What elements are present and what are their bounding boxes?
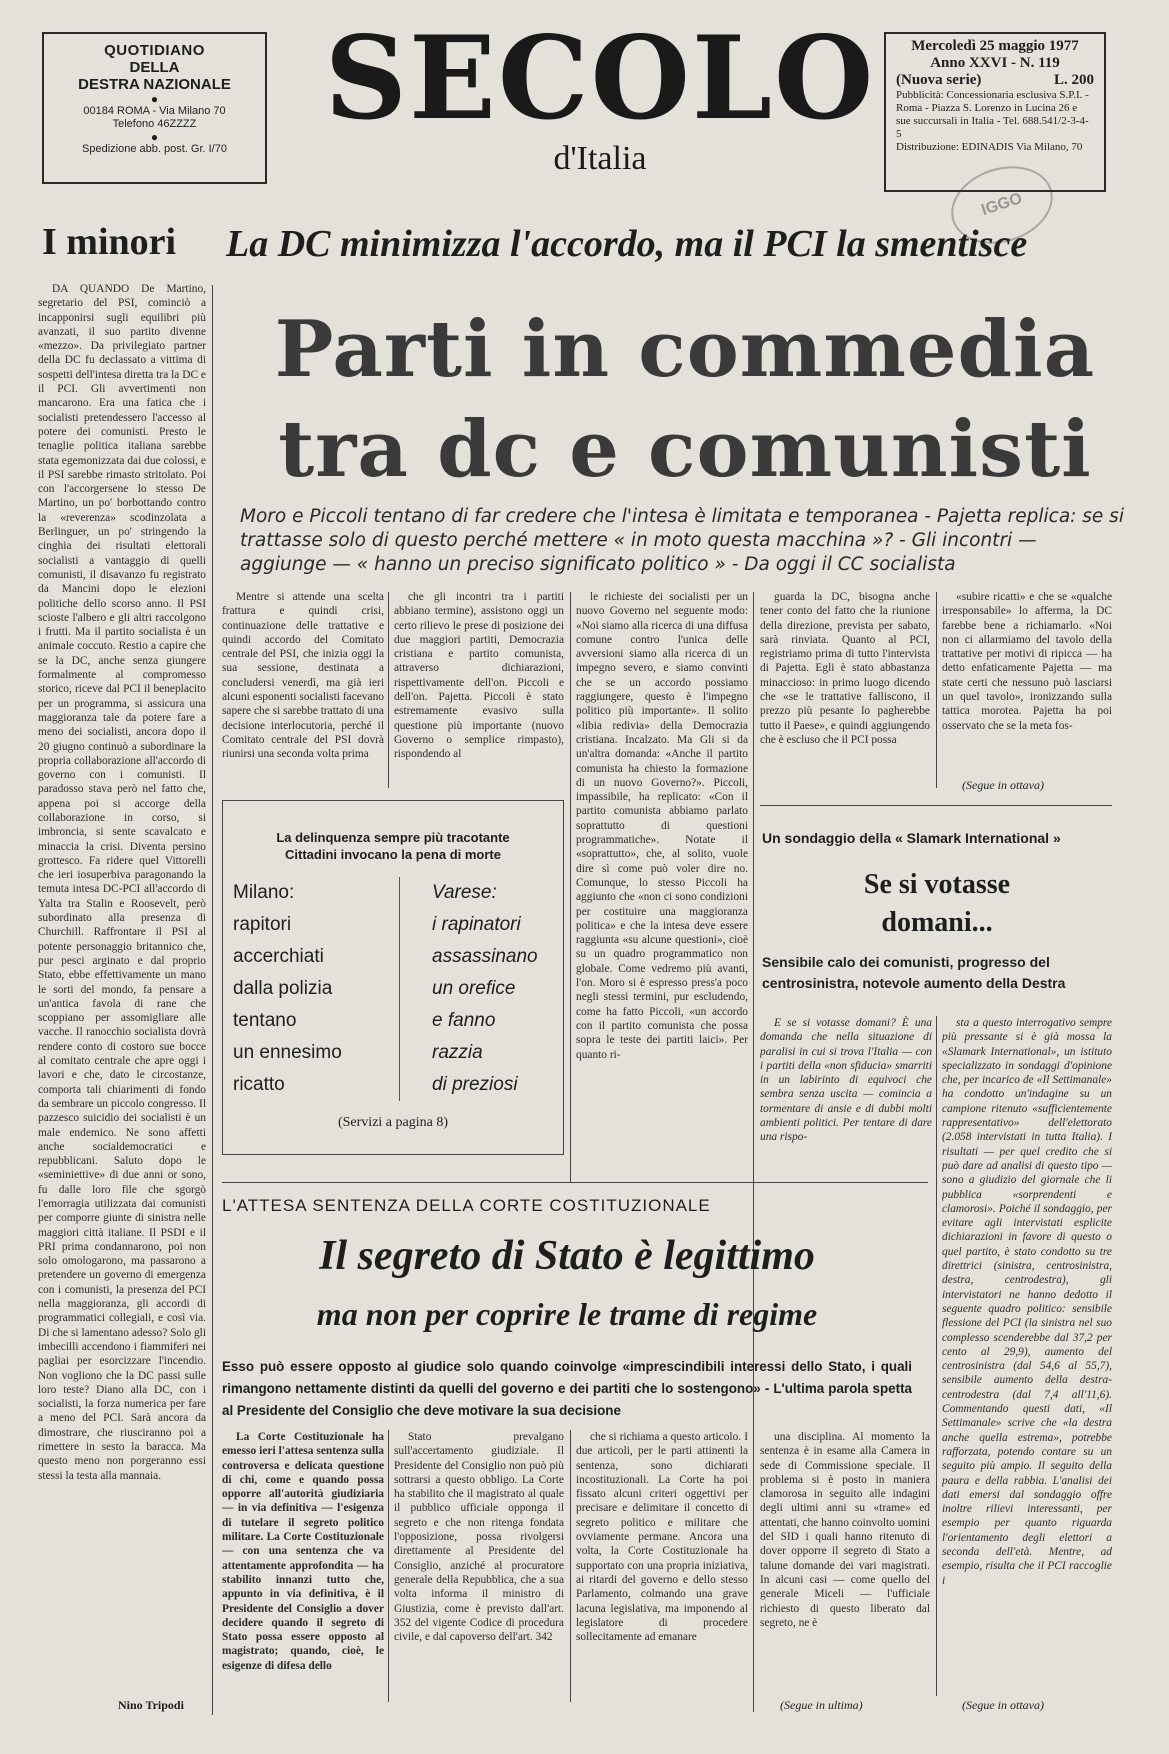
- newspaper-title: SECOLO: [324, 11, 876, 145]
- corte-subheadline: ma non per coprire le trame di regime: [316, 1296, 818, 1332]
- corte-text: una disciplina. Al momento la sentenza è in esame alla Camera in sede di Commissione speciale. Il problema si è posto in maniera clamorosa in seguito alle indagini degli ultimi anni su «trame» ed attentati, che hanno coinvolto uomini del SID i quali hanno ritenuto di dover opporre il segreto di Stato a talune domande dei vari magistrati. In alcuni casi — come quello del generale Miceli — l'ufficiale richiesto di questo liberato dal segreto, ne è: [760, 1431, 930, 1629]
- main-deck: Moro e Piccoli tentano di far credere che l'intesa è limitata e temporanea - Pajetta replica: se si trattasse solo di questo perché mettere « in moto questa macchina »? - Gli incontri — aggiunge — « hanno un preciso significato politico » - Da oggi il CC socialista: [240, 506, 1124, 575]
- crime-line: e fanno: [432, 1010, 496, 1031]
- main-story-col3: [576, 590, 748, 1160]
- crime-line: Varese:: [432, 882, 497, 903]
- column-divider: [936, 592, 937, 788]
- crime-line: i rapinatori: [432, 914, 521, 935]
- masthead-tag-line2: DELLA: [129, 59, 180, 76]
- crime-box-head2: Cittadini invocano la pena di morte: [285, 847, 501, 862]
- crime-box-note: (Servizi a pagina 8): [337, 1115, 448, 1130]
- poll-col1: [760, 1016, 932, 1164]
- column-divider: [936, 1016, 937, 1696]
- corte-col1: [222, 1430, 384, 1702]
- masthead-shipping: Spedizione abb. post. Gr. I/70: [82, 143, 227, 155]
- corte-kicker: L'ATTESA SENTENZA DELLA CORTE COSTITUZIONALE: [222, 1196, 711, 1215]
- section-divider: [222, 1182, 928, 1183]
- crime-box-right: [400, 877, 538, 1101]
- poll-deck: Sensibile calo dei comunisti, progresso del centrosinistra, notevole aumento della Destra: [762, 954, 1066, 991]
- poll-text: sta a questo interrogativo sempre più pressante si è già mossa la «Slamark International», un istituto specializzato in sondaggi d'opinione che, per incarico de «Il Settimanale» ha condotto un'indagine su un campione ritenuto «sufficientemente rappresentativo» dell'elettorato (2.058 intervistati in tutta Italia). I risultati — per quel credito che si può dare ad analisi di questo tipo — sono a giudizio del giornale che li pubblica «sorprendenti e clamorosi». Poiché il sondaggio, per evitare agli intervistati esplicite dichiarazioni in favore di questo o quel partito, è stato condotto su tre direttrici (sinistra, centrosinistra, destra, centrodestra), gli intervistatori ne hanno dedotto il seguente quadro politico: sensibile flessione del PCI (la sinistra nel suo complesso scenderebbe dal 37,2 per cento al 29,9), aumento del centrosinistra (dal 54,6 al 55,7), sensibile aumento della destra-centrodestra (dal 7,4 all'11,6). Commentando questi dati, «Il Settimanale» scrive che «la destra anche quella estrema», potrebbe rafforzata, potendo contare su un seguito più ampio. Il seguito della paura e della rabbia. L'analisi dei dati emersi dal sondaggio offre inoltre rilievi interessanti, per esempio per quanto riguarda l'orientamento degli elettori a seconda dell'età. Mentre, ad esempio, risulta che il PCI raccoglie i: [942, 1017, 1112, 1587]
- main-headline: [245, 300, 1125, 500]
- crime-line: razzia: [432, 1042, 483, 1063]
- crime-line: accerchiati: [233, 946, 324, 967]
- column-divider: [570, 592, 571, 1182]
- issue-number: Anno XXVI - N. 119: [930, 55, 1060, 71]
- crime-box-head1: La delinquenza sempre più tracotante: [276, 830, 510, 845]
- corte-col3: [576, 1430, 748, 1702]
- bullet-icon: ●: [150, 130, 159, 144]
- crime-box-columns: [233, 877, 563, 1101]
- poll-text: E se si votasse domani? È una domanda che nella situazione di paralisi in cui si trova l'Italia — con i partiti della «non sfiducia» smarriti in un labirinto di equivoci che sembra senza uscita — comincia a tormentare di ansie e di dubbi molti ambienti politici. Per tentare di dare una rispo-: [760, 1017, 932, 1144]
- poll-headline-line1: Se si votasse: [863, 869, 1011, 900]
- column-divider: [212, 285, 213, 1715]
- editorial-column: [38, 282, 206, 1700]
- main-story-col2: [394, 590, 564, 790]
- continuation-note: (Segue in ultima): [780, 1698, 863, 1712]
- advertising-info: Pubblicità: Concessionaria esclusiva S.P.I. - Roma - Piazza S. Lorenzo in Lucina 26 e sue succursali in Italia - Tel. 688.541/2-3-4-5: [896, 89, 1089, 140]
- main-story-text: Mentre si attende una scelta frattura e quindi crisi, continuazione delle trattative e quindi accordo del Comitato centrale del PSI, che inizia oggi la sua sessione, destinata a concludersi venerdì, ma già ieri alcuni esponenti socialisti facevano sapere che si sarebbe trattato di una decisione interlocutoria, perché il Comitato centrale del PSI dovrà riunirsi una seconda volta prima: [222, 591, 384, 761]
- corte-headline: Il segreto di Stato è legittimo: [319, 1233, 815, 1279]
- bullet-icon: ●: [150, 92, 159, 106]
- crime-line: assassinano: [432, 946, 538, 967]
- crime-line: Milano:: [233, 882, 295, 903]
- crime-news-box: [222, 800, 564, 1155]
- main-story-col5: [942, 590, 1112, 768]
- corte-text: che si richiama a questo articolo. I due articoli, per le parti attinenti la sentenza, sono dichiarati incostituzionali. La Corte ha poi fissato alcuni criteri oggettivi per precisare e delimitare il concetto di segreto politico e militare che ovviamente permane. Ancora una volta, la Corte Costituzionale ha supportato con una propria iniziativa, ai ritardi del governo e dello stesso Parlamento, colmando una grave lacuna legislativa, ma imponendo al legislatore di procedere sollecitamente ad emanare: [576, 1431, 748, 1644]
- main-story-col4: [760, 590, 930, 790]
- masthead-phone: Telefono 46ZZZZ: [112, 118, 197, 130]
- corte-text: La Corte Costituzionale ha emesso ieri l'attesa sentenza sulla controversa e delicata questione di chi, come e quando possa opporre all'autorità giudiziaria — in via definitiva — l'esigenza di tutelare il segreto politico militare. La Corte Costituzionale — con una sentenza che va attentamente approfondita — ha stabilito innanzi tutto che, appunto in via definitiva, è il Presidente del Consiglio a dover decidere quando il segreto di Stato possa essere opposto al magistrato; quando, cioè, le esigenze di difesa dello: [222, 1431, 384, 1672]
- column-divider: [753, 592, 754, 1712]
- crime-box-left: [233, 877, 400, 1101]
- editorial-text: DA QUANDO De Martino, segretario del PSI, cominciò a incapponirsi sugli equilibri più avanzati, il suo partito divenne «mezzo». Da privilegiato partner della DC fu declassato a vittima di sospetti dell'intesa diretta tra la DC e il PCI. Gli avvertimenti non mancarono. Era una fatica che i socialisti pretendessero l'accesso al potere dei comunisti. Presto le tenaglie politica italiana sarebbe stata egemonizzata dai due colossi, e il PSI sarebbe rimasto stritolato. Poi con l'accorgersene lo stesso De Martino, un po' borbottando contro la «reverenza» scodinzolata a Berlinguer, un po' stringendo la cinghia dei risultati elettorali socialisti a vantaggio di quelli comunisti, il disavanzo fu registrato da Mancini dopo le elezioni politiche dello scorso anno. Il PSI scioste l'albero e gli altri raccolgono i frutti. Ma il partito socialista è un animale coccuto. Restio a capire che se la DC, anche senza giungere formalmente al compromesso storico, riceve dal PCI il beneplacito per un programma, si assicura una maggioranza tale da potere fare a meno dei socialisti, ancora dopo il 20 giugno continuò a subordinare la propria collaborazione all'accordo di governo con i comunisti. Il paradosso stava però nel fatto che, appena poi si accorge della collaborazione in corso, si imbroncia, si sente scavalcato e minaccia la crisi. Diventa persino grottesco. Fa ridere quel Vittorelli che ieri iosuperbiva paragonando la temuta intesa DC-PCI all'accordo di Yalta tra Stalin e Roosevelt, però subordinato alla presenza di Churchill. Raffrontare il PSI al potente personaggio britannico che, pur pesci arginato e dal proprio Stato, ebbe effettivamente un mano le sorti del mondo, fa pensare a un'antica favola di rane che scoppiano per assomigliare alle vacche. Il ranocchio socialista dovrà rendere conto di costoro sue bocce al comitato centrale che apre oggi i lavori e che, dato le circostanze, comporta tali chiarimenti di fondo da sembrare un piccolo congresso. Il pazzesco suicidio dei socialisti è un male endemico. Ne sono affetti anche socialdemocratici e repubblicani. Saluto dopo le «seminiettive» di due anni or sono, fu dalle loro file che sgorgò l'emorragia utilizzata dai comunisti per comporre giunte di sinistra nelle maggiori città italiane. Il PSDI e il PRI prima condannarono, poi non solo omologarono, ma passarono a pretendere un governo di emergenza con i comunisti, la presenza del PCI nella maggioranza, gli accordi di programmatici collegiali, e così via. Di che si lamentano adesso? Solo gli imbecilli accendono i fiammiferi nei pagliai per esorcizzare l'incendio. Non vogliono che la DC passi sulle loro teste? Diano alla DC, con i socialisti, la forza numerica per fare a meno del PCI. Sarà ancora da dimostrare, che riusciranno poi a rimettere in sesto la baracca. Ma questo meno non porgeranno essi stessi la testa alla mannaia.: [38, 283, 206, 1482]
- main-story-text: che gli incontri tra i partiti abbiano termine), assistono oggi un certo rilievo le prese di posizione dei due maggiori partiti, Democrazia cristiana e partito comunista, attraverso dichiarazioni, rispettivamente dell'on. Piccoli e dell'on. Pajetta. Piccoli è stato estremamente evasivo sulla questione più importante (nuovo Governo o semplice rimpasto), rispondendo al: [394, 591, 564, 761]
- issue-date: Mercoledì 25 maggio 1977: [911, 38, 1079, 54]
- crime-line: tentano: [233, 1010, 297, 1031]
- newspaper-subtitle: d'Italia: [553, 140, 647, 177]
- column-divider: [388, 1430, 389, 1702]
- issue-price: L. 200: [1053, 72, 1094, 88]
- crime-line: un orefice: [432, 978, 516, 999]
- crime-line: ricatto: [233, 1074, 285, 1095]
- issue-series: (Nuova serie): [896, 72, 982, 88]
- masthead-tag-line3: DESTRA NAZIONALE: [78, 76, 231, 93]
- distribution-info: Distribuzione: EDINADIS Via Milano, 70: [896, 141, 1083, 153]
- crime-line: di preziosi: [432, 1074, 518, 1095]
- continuation-note: (Segue in ottava): [962, 1698, 1044, 1712]
- crime-line: un ennesimo: [233, 1042, 342, 1063]
- crime-line: rapitori: [233, 914, 292, 935]
- main-story-col1: [222, 590, 384, 790]
- corte-deck: Esso può essere opposto al giudice solo quando coinvolge «imprescindibili interessi dello Stato, i quali rimangono nettamente distinti da quelli del governo e dei partiti che lo sostengono» - L'ultima parola spetta al Presidente del Consiglio che deve motivare la sua decisione: [222, 1359, 912, 1418]
- ink-stamp: IGGO: [941, 154, 1063, 257]
- section-divider: [760, 805, 1112, 806]
- continuation-note: (Segue in ottava): [962, 778, 1044, 792]
- poll-col2: [942, 1016, 1112, 1678]
- corte-col2: [394, 1430, 564, 1702]
- corte-col4: [760, 1430, 930, 1692]
- editorial-title: I minori: [42, 221, 177, 263]
- poll-kicker: Un sondaggio della « Slamark International »: [762, 830, 1061, 846]
- corte-text: Stato prevalgano sull'accertamento giudiziale. Il Presidente del Consiglio non può più sottrarsi a questo obbligo. La Corte ha stabilito che il magistrato al quale il pubblico ufficiale opponga il segreto e che non ritenga fondata l'opposizione, possa rivolgersi direttamente al Presidente del Consiglio, anziché al procuratore generale della Repubblica, che a sua volta informa il ministro di Giustizia, come è previsto dall'art. 352 del vigente Codice di procedura civile, e dal capoverso dell'art. 342: [394, 1431, 564, 1644]
- poll-headline: [762, 866, 1112, 942]
- poll-headline-line2: domani...: [881, 907, 993, 938]
- editorial-signature: Nino Tripodi: [118, 1698, 184, 1712]
- main-headline-line1: Parti in commedia: [274, 304, 1096, 395]
- masthead-address: 00184 ROMA - Via Milano 70: [83, 105, 226, 117]
- main-headline-line2: tra dc e comunisti: [278, 404, 1092, 495]
- main-kicker: La DC minimizza l'accordo, ma il PCI la smentisce: [226, 223, 1028, 265]
- main-story-text: le richieste dei socialisti per un nuovo Governo nel seguente modo: «Noi siamo alla ricerca di una diffusa comune contro l'unica delle avversioni siamo alla ricerca di un impegno severo, e siamo convinti che se un accordo possiamo raggiungere, questo è l'impegno politico più importante». Il solito «libia redivia» della Democrazia cristiana. Incalzato. Ma Gli si da un'altra domanda: «Anche il partito comunista ha chiesto la formazione di un nuovo Governo?». Piccoli, impassibile, ha replicato: «Con il partito comunista abbiamo parlato soprattutto di questioni programmatiche». Notate il «soprattutto», che, al solito, vuole dire sì come può voler dire no. Comunque, lo stesso Piccoli ha aggiunto che «non ci sono condizioni per costituire una maggioranza politica» e che la intesa deve essere raggiunta «su alcune questioni», cioè su un quadro programmatico non globale. Come vedremo più avanti, l'on. Moro si è espresso press'a poco negli stessi termini, pur escludendo, come ha fatto Piccoli, «un accordo con il partito comunista che possa sopra le teste dei partiti laici». Per quanto ri-: [576, 591, 748, 1061]
- column-divider: [388, 592, 389, 788]
- masthead-left-box: [42, 32, 267, 184]
- series-price-row: [896, 72, 1094, 89]
- crime-line: dalla polizia: [233, 978, 333, 999]
- masthead-tag-line1: QUOTIDIANO: [104, 42, 205, 59]
- column-divider: [570, 1430, 571, 1702]
- main-story-text: guarda la DC, bisogna anche tener conto del fatto che la riunione della direzione, prevista per sabato, sarà rinviata. Quanto al PCI, registriamo prima di tutto l'intervista di Pajetta. Egli è stato abbastanza minaccioso: in primo luogo dicendo che «se le trattative falliscono, il prezzo più pesante lo pagherebbe tutto il Paese», e quindi aggiungendo che è escluso che il PCI possa: [760, 591, 930, 746]
- main-story-text: «subire ricatti» e che se «qualche irresponsabile» lo afferma, la DC farebbe bene a richiamarlo. «Noi non ci allarmiamo del tavolo della trattative per motivi di ripicca — ha detto enfaticamente Pajetta — ma state certi che nessuno può lasciarsi un quel tavolo», ironizzando sulla tattica morotea. Pajetta ha poi osservato che se la meta fos-: [942, 591, 1112, 732]
